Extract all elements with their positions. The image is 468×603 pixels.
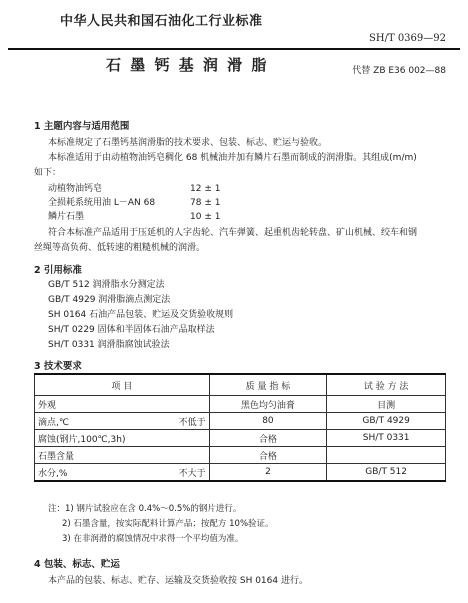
composition-name: 鳞片石墨	[48, 212, 85, 222]
section-1-para-3-line-1: 符合本标准产品适用于压延机的人字齿轮、汽车弹簧、起重机齿轮转盘、矿山机械、绞车和钢	[48, 228, 418, 238]
cell-item: 外观	[35, 396, 210, 413]
reference-item: SH 0164 石油产品包装、贮运及交货验收规则	[48, 310, 234, 320]
cell-condition: 不大于	[129, 464, 209, 482]
standard-number: SH/T 0369—92	[369, 33, 446, 44]
section-1-heading: 1 主题内容与适用范围	[34, 121, 130, 132]
reference-item: SH/T 0331 润滑脂腐蚀试验法	[48, 340, 170, 350]
cell-spec: 2	[209, 464, 327, 482]
cell-item: 水分,%	[35, 464, 130, 482]
section-3-heading: 3 技术要求	[34, 361, 82, 372]
composition-name: 动植物油钙皂	[48, 184, 103, 194]
composition-value: 78 ± 1	[190, 198, 221, 208]
composition-name: 全损耗系统用油 L－AN 68	[48, 198, 156, 208]
reference-item: SH/T 0229 固体和半固体石油产品取样法	[48, 325, 215, 335]
table-row	[35, 464, 446, 482]
cell-spec: 合格	[209, 447, 327, 464]
table-row	[35, 413, 446, 430]
table-header-item: 项 目	[35, 374, 210, 396]
table-header-method: 试 验 方 法	[327, 374, 446, 396]
cell-method: GB/T 512	[327, 464, 446, 482]
reference-item: GB/T 512 润滑脂水分测定法	[48, 280, 165, 290]
table-row	[35, 447, 446, 464]
composition-value: 12 ± 1	[190, 184, 221, 194]
reference-item: GB/T 4929 润滑脂滴点测定法	[48, 295, 171, 305]
cell-item: 腐蚀(钢片,100℃,3h)	[35, 430, 210, 447]
cell-method: SH/T 0331	[327, 430, 446, 447]
cell-item: 石墨含量	[35, 447, 210, 464]
section-1-para-3-line-2: 丝绳等高负荷、低转速的粗糙机械的润滑。	[34, 243, 206, 253]
document-title: 石 墨 钙 基 润 滑 脂	[106, 56, 269, 74]
section-1-para-2-line-2: 如下：	[34, 168, 62, 178]
section-1-para-1: 本标准规定了石墨钙基润滑脂的技术要求、包装、标志、贮运与验收。	[48, 138, 328, 148]
cell-method: 目测	[327, 396, 446, 413]
replaces-code: 代替 ZB E36 002—88	[352, 66, 446, 76]
cell-spec: 黑色均匀油膏	[209, 396, 327, 413]
section-4-heading: 4 包装、标志、贮运	[34, 559, 120, 570]
table-row	[35, 430, 446, 447]
technical-requirements-table	[34, 373, 446, 482]
cell-method: GB/T 4929	[327, 413, 446, 430]
table-note: 3) 在非润滑的腐蚀情况中求得一个平均值为准。	[62, 534, 244, 544]
table-header-spec: 质 量 指 标	[209, 374, 327, 396]
table-note: 注：1) 钢片试验应在含 0.4%～0.5%的钢片进行。	[48, 504, 242, 514]
cell-condition: 不低于	[129, 413, 209, 430]
cell-item: 滴点,℃	[35, 413, 130, 430]
section-1-para-2-line-1: 本标准适用于由动植物油钙皂稠化 68 机械油并加有鳞片石墨而制成的润滑脂。其组成(m/m)	[48, 153, 417, 163]
cell-spec: 合格	[209, 430, 327, 447]
table-note: 2) 石墨含量，按实际配料计算产品；按配方 10%验证。	[62, 519, 274, 529]
header-rule	[8, 48, 460, 50]
cell-spec: 80	[209, 413, 327, 430]
section-2-heading: 2 引用标准	[34, 265, 82, 276]
composition-value: 10 ± 1	[190, 212, 221, 222]
issuing-body-title: 中华人民共和国石油化工行业标准	[60, 14, 263, 29]
cell-method	[327, 447, 446, 464]
section-4-text: 本产品的包装、标志、贮存、运输及交货验收按 SH 0164 进行。	[48, 576, 308, 586]
table-row	[35, 396, 446, 413]
